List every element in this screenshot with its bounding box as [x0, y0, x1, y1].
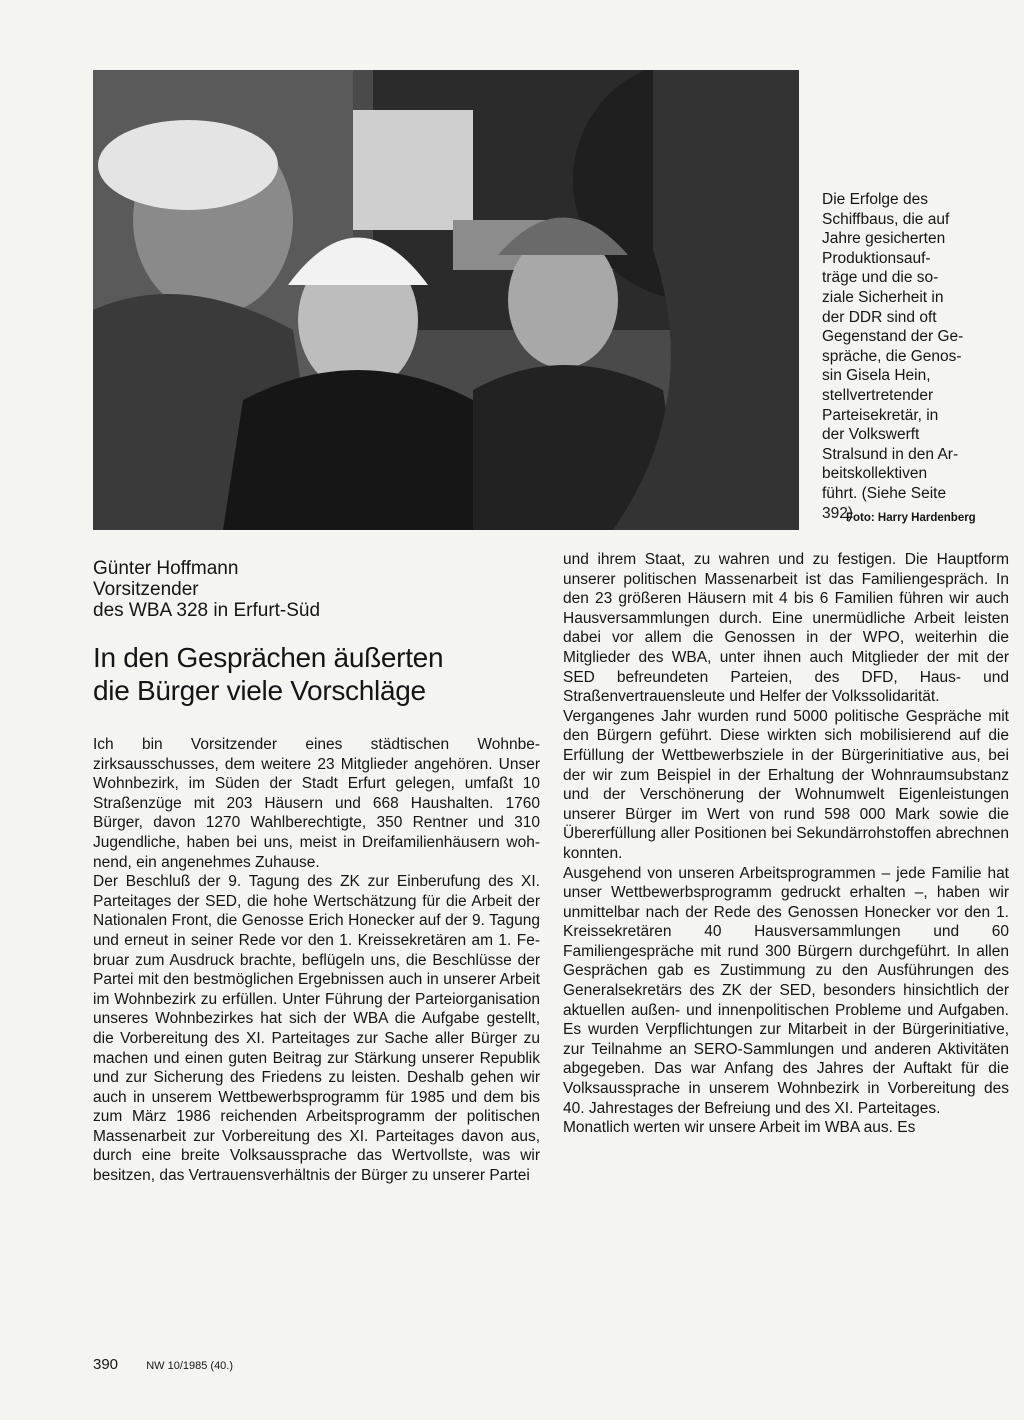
- author-block: [93, 558, 513, 621]
- issue-reference: NW 10/1985 (40.): [146, 1360, 234, 1372]
- author-organization: des WBA 328 in Erfurt-Süd: [93, 600, 321, 621]
- article-headline: [93, 641, 533, 707]
- article-paragraph: Vergangenes Jahr wurden rund 5000 politische Gespräche mit den Bürgern geführt. Diese wirkten sich mobilisierend auf die Erfüllung der Wettbewerbsziele in der Bürgerinitiative aus, bei der wir zum Beispiel in der Erhaltung der Wohnraumsubstanz und der Verschönerung der Wohnumwelt Eigenleistungen unserer Bürger im Wert von rund 598 000 Mark sowie die Übererfüllung aller Positionen bei Sekundärrohstoffen abrechnen konnten.: [563, 707, 1009, 862]
- photo-caption: Die Erfolge des Schiffbaus, die auf Jahre gesicherten Produktionsauf- träge und die so- ziale Sicherheit in der DDR sind oft Gegenstand der Ge- spräche, die Genos- sin Gisela Hein, stellvertretender Parteisekretär, in der Volkswerft Stralsund in den Ar- beitskollektiven führt. (Siehe Seite 392): [822, 191, 964, 522]
- article-paragraph: Der Beschluß der 9. Tagung des ZK zur Einberufung des XI. Parteitages der SED, die hohe Wertschätzung für die Arbeit der Nationalen Front, die Genosse Erich Honecker auf der 9. Tagung und erneut in seiner Rede vor den 1. Kreissekretären am 1. Februar zum Ausdruck brachte, beflügeln uns, die Beschlüsse der Partei mit den bestmöglichen Ergebnissen auch in unserer Arbeit im Wohnbezirk zu erfüllen. Unter Führung der Parteiorganisation unseres Wohnbezirkes hat sich der WBA die Aufgabe gestellt, die Vorbereitung des XI. Parteitages zur Sache aller Bürger zu machen und einen guten Beitrag zur Stärkung unserer Republik und zur Sicherung des Friedens zu leisten. Deshalb gehen wir auch in unserem Wettbewerbsprogramm für 1985 und dem bis zum März 1986 reichenden Arbeitsprogramm der politischen Massenarbeit zur Vorbereitung des XI. Parteitages davon aus, durch eine breite Volksaussprache das Wertvollste, was wir besitzen, das Vertrauensverhältnis der Bürger zu unserer Partei: [93, 873, 540, 1185]
- headline-line-1: In den Gesprächen äußerten: [93, 642, 444, 673]
- article-column-right: [563, 550, 1009, 1138]
- news-photo: [93, 70, 799, 530]
- page-footer: [93, 1356, 233, 1373]
- article-paragraph: und ihrem Staat, zu wahren und zu festigen. Die Hauptform unserer politischen Massenarbeit ist das Familiengespräch. In den 23 größeren Häusern mit 4 bis 6 Familien führen wir auch Hausversammlungen durch. Eine unermüdliche Arbeit leisten dabei vor allem die Genossen in der WPO, weiterhin die Mitglieder des WBA, unter ihnen auch Mitglieder der mit der SED befreundeten Parteien, des DFD, Haus- und Straßenvertrauensleute und Helfer der Volkssolidarität.: [563, 551, 1009, 706]
- article-paragraph: Ausgehend von unseren Arbeitsprogrammen – jede Familie hat unser Wettbewerbsprogramm gedruckt erhalten –, haben wir unmittelbar nach der Rede des Genossen Honecker vor den 1. Kreissekretären 40 Hausversammlungen und 60 Familiengespräche mit rund 300 Bürgern durchgeführt. In allen Gesprächen gab es Zustimmung zu den Ausführungen des Generalsekretärs des ZK der SED, besonders hinsichtlich der aktuellen außen- und innenpolitischen Probleme und Aufgaben. Es wurden Verpflichtungen zur Mitarbeit in der Bürgerinitiative, zur Teilnahme an SERO-Sammlungen und anderen Aktivitäten abgegeben. Das war Anfang des Jahres der Auftakt für die Volksaussprache in unserem Wohnbezirk in Vorbereitung des 40. Jahrestages der Befreiung und des XI. Parteitages.: [563, 864, 1009, 1117]
- article-column-left: [93, 735, 540, 1186]
- headline-line-2: die Bürger viele Vorschläge: [93, 675, 426, 706]
- photo-workers-shipyard: [93, 70, 799, 530]
- author-name: Günter Hoffmann: [93, 558, 239, 579]
- article-paragraph: Monatlich werten wir unsere Arbeit im WBA aus. Es: [563, 1119, 916, 1137]
- photo-credit: Foto: Harry Hardenberg: [846, 512, 976, 524]
- author-role: Vorsitzender: [93, 579, 199, 600]
- article-paragraph: Ich bin Vorsitzender eines städtischen Wohnbezirksausschusses, dem weitere 23 Mitglieder angehören. Unser Wohnbezirk, im Süden der Stadt Erfurt gelegen, umfaßt 10 Straßenzüge mit 203 Häusern und 668 Haushalten. 1760 Bürger, davon 1270 Wahlberechtigte, 350 Rentner und 310 Jugendliche, haben bei uns, meist in Dreifamilienhäusern wohnend, ein angenehmes Zuhause.: [93, 736, 540, 871]
- page-number: 390: [93, 1356, 119, 1373]
